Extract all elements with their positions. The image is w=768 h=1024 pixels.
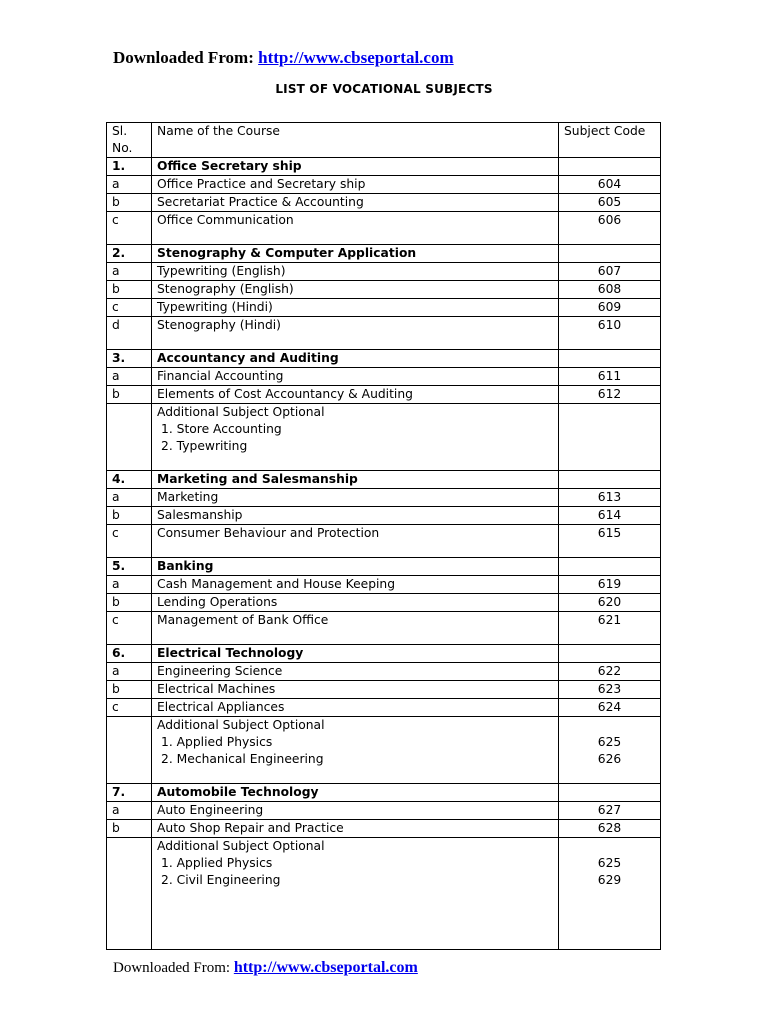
subject-name [152, 317, 559, 350]
subject-code-text: 612 [597, 387, 622, 401]
subject-sl-text: b [112, 682, 120, 696]
subject-sl [107, 212, 152, 245]
subject-sl-text: a [112, 369, 120, 383]
download-source-header [113, 48, 454, 68]
subject-name [152, 820, 559, 838]
section-number: 5. [107, 558, 152, 576]
optional-subject-code: 626 [597, 752, 622, 766]
subject-name-text: Elements of Cost Accountancy & Auditing [157, 387, 413, 401]
subject-sl [107, 317, 152, 350]
subject-row [107, 317, 661, 350]
subject-name [152, 176, 559, 194]
table-header-row [107, 123, 661, 158]
optional-subject-name: 1. Applied Physics [161, 856, 273, 870]
subject-sl-text: d [112, 318, 120, 332]
optional-subject-code [564, 438, 655, 455]
section-name: Banking [152, 558, 559, 576]
subject-name [152, 194, 559, 212]
subject-code [559, 802, 661, 820]
section-name: Marketing and Salesmanship [152, 471, 559, 489]
section-code-cell [559, 350, 661, 368]
section-name: Electrical Technology [152, 645, 559, 663]
subject-name [152, 699, 559, 717]
subject-code-text: 623 [597, 682, 622, 696]
subject-sl-text: a [112, 577, 120, 591]
section-name: Automobile Technology [152, 784, 559, 802]
subject-code-text: 606 [597, 213, 622, 227]
subject-name-text: Management of Bank Office [157, 613, 329, 627]
subject-name [152, 612, 559, 645]
subject-sl [107, 176, 152, 194]
subject-sl-text: a [112, 490, 120, 504]
section-name: Office Secretary ship [152, 158, 559, 176]
subject-row [107, 489, 661, 507]
optional-names [152, 717, 559, 784]
subject-code [559, 386, 661, 404]
subject-code [559, 594, 661, 612]
section-code-cell [559, 245, 661, 263]
subject-row [107, 368, 661, 386]
subject-code [559, 507, 661, 525]
optional-sl [107, 717, 152, 784]
section-code-cell [559, 784, 661, 802]
subject-code [559, 820, 661, 838]
subject-sl [107, 507, 152, 525]
subject-code-text: 628 [597, 821, 622, 835]
subject-name-text: Salesmanship [157, 508, 243, 522]
subject-sl [107, 802, 152, 820]
subject-sl-text: a [112, 803, 120, 817]
subject-sl-text: c [112, 700, 119, 714]
subject-name-text: Financial Accounting [157, 369, 284, 383]
subject-code [559, 281, 661, 299]
subject-row [107, 194, 661, 212]
optional-subjects-row [107, 717, 661, 784]
section-code-cell [559, 558, 661, 576]
subject-code-text: 605 [597, 195, 622, 209]
subject-sl-text: c [112, 526, 119, 540]
subject-name [152, 594, 559, 612]
subject-name [152, 663, 559, 681]
optional-subject-code [564, 421, 655, 438]
table-body [107, 123, 661, 950]
section-name: Accountancy and Auditing [152, 350, 559, 368]
subject-name-text: Auto Shop Repair and Practice [157, 821, 344, 835]
subject-sl-text: b [112, 821, 120, 835]
page-title: LIST OF VOCATIONAL SUBJECTS [275, 82, 493, 96]
subject-sl [107, 820, 152, 838]
optional-heading: Additional Subject Optional [157, 718, 325, 732]
subject-row [107, 212, 661, 245]
section-code-cell [559, 645, 661, 663]
subject-code [559, 263, 661, 281]
subject-code [559, 663, 661, 681]
subject-sl-text: c [112, 613, 119, 627]
subject-code-text: 607 [597, 264, 622, 278]
subject-name [152, 368, 559, 386]
subject-name [152, 263, 559, 281]
section-code-cell [559, 471, 661, 489]
subject-row [107, 699, 661, 717]
subject-sl [107, 194, 152, 212]
subject-sl-text: a [112, 664, 120, 678]
vocational-subjects-table [106, 122, 661, 950]
subject-sl [107, 386, 152, 404]
subject-name-text: Marketing [157, 490, 219, 504]
section-number: 3. [107, 350, 152, 368]
subject-name-text: Office Communication [157, 213, 294, 227]
subject-sl [107, 612, 152, 645]
subject-name [152, 802, 559, 820]
subject-sl [107, 663, 152, 681]
subject-name-text: Office Practice and Secretary ship [157, 177, 366, 191]
subject-sl [107, 594, 152, 612]
subject-name-text: Electrical Machines [157, 682, 276, 696]
subject-sl [107, 576, 152, 594]
subject-name-text: Typewriting (English) [157, 264, 286, 278]
section-number: 1. [107, 158, 152, 176]
section-row [107, 471, 661, 489]
optional-subject-code: 625 [597, 735, 622, 749]
subject-name-text: Lending Operations [157, 595, 278, 609]
subject-code [559, 212, 661, 245]
subject-sl [107, 281, 152, 299]
optional-codes [559, 717, 661, 784]
optional-subject-name: 1. Applied Physics [161, 735, 273, 749]
subject-code-text: 620 [597, 595, 622, 609]
subject-name-text: Stenography (English) [157, 282, 294, 296]
subject-code-text: 624 [597, 700, 622, 714]
optional-heading: Additional Subject Optional [157, 405, 325, 419]
subject-sl [107, 299, 152, 317]
subject-row [107, 681, 661, 699]
subject-sl [107, 699, 152, 717]
subject-sl [107, 368, 152, 386]
subject-name [152, 299, 559, 317]
subject-sl-text: b [112, 282, 120, 296]
section-code-cell [559, 158, 661, 176]
subject-code-text: 621 [597, 613, 622, 627]
subject-code [559, 299, 661, 317]
subject-name-text: Typewriting (Hindi) [157, 300, 273, 314]
subject-name [152, 489, 559, 507]
subject-name [152, 281, 559, 299]
subject-name [152, 212, 559, 245]
subject-sl-text: b [112, 195, 120, 209]
subject-code [559, 525, 661, 558]
optional-sl [107, 404, 152, 471]
subject-row [107, 594, 661, 612]
subject-row [107, 576, 661, 594]
subject-row [107, 663, 661, 681]
optional-sl [107, 838, 152, 950]
subject-row [107, 299, 661, 317]
subject-code-text: 611 [597, 369, 622, 383]
subject-sl-text: c [112, 300, 119, 314]
subject-name-text: Cash Management and House Keeping [157, 577, 396, 591]
subject-code-text: 608 [597, 282, 622, 296]
subject-row [107, 802, 661, 820]
optional-names [152, 404, 559, 471]
subject-code-text: 609 [597, 300, 622, 314]
subject-code-text: 610 [597, 318, 622, 332]
optional-subject-name: 2. Civil Engineering [161, 873, 281, 887]
subject-name [152, 681, 559, 699]
subject-name [152, 576, 559, 594]
subject-code-text: 627 [597, 803, 622, 817]
subject-row [107, 281, 661, 299]
subject-code [559, 681, 661, 699]
header-prefix: Downloaded From: [113, 48, 254, 67]
subject-sl [107, 489, 152, 507]
subject-sl-text: c [112, 213, 119, 227]
section-number: 7. [107, 784, 152, 802]
section-number: 4. [107, 471, 152, 489]
section-name: Stenography & Computer Application [152, 245, 559, 263]
subject-code-text: 622 [597, 664, 622, 678]
section-row [107, 784, 661, 802]
subject-row [107, 525, 661, 558]
subject-code-text: 619 [597, 577, 622, 591]
subject-code-text: 614 [597, 508, 622, 522]
subject-code [559, 699, 661, 717]
optional-codes [559, 838, 661, 950]
subject-row [107, 386, 661, 404]
optional-heading: Additional Subject Optional [157, 839, 325, 853]
subject-sl [107, 681, 152, 699]
subject-sl [107, 263, 152, 281]
optional-subject-name: 1. Store Accounting [161, 422, 282, 436]
subject-code [559, 576, 661, 594]
optional-names [152, 838, 559, 950]
footer-link[interactable]: http://www.cbseportal.com [233, 959, 418, 976]
subject-sl-text: b [112, 387, 120, 401]
subject-name-text: Electrical Appliances [157, 700, 285, 714]
subject-row [107, 176, 661, 194]
optional-subjects-row [107, 838, 661, 950]
subject-name [152, 525, 559, 558]
subject-code [559, 612, 661, 645]
optional-codes [559, 404, 661, 471]
section-row [107, 558, 661, 576]
subject-code [559, 317, 661, 350]
subject-name-text: Consumer Behaviour and Protection [157, 526, 380, 540]
subject-sl-text: a [112, 264, 120, 278]
optional-subject-name: 2. Typewriting [161, 439, 248, 453]
subject-name-text: Stenography (Hindi) [157, 318, 281, 332]
subject-name [152, 507, 559, 525]
subject-row [107, 507, 661, 525]
section-row [107, 645, 661, 663]
footer-prefix: Downloaded From: [113, 960, 231, 976]
subject-code [559, 194, 661, 212]
section-number: 2. [107, 245, 152, 263]
col-header-course: Name of the Course [152, 123, 559, 158]
col-header-sl-no: Sl. No. [107, 123, 152, 158]
subject-code [559, 489, 661, 507]
optional-subjects-row [107, 404, 661, 471]
optional-subject-name: 2. Mechanical Engineering [161, 752, 324, 766]
subject-code-text: 613 [597, 490, 622, 504]
subject-row [107, 612, 661, 645]
subject-code [559, 176, 661, 194]
subject-code [559, 368, 661, 386]
subject-row [107, 820, 661, 838]
subject-name-text: Secretariat Practice & Accounting [157, 195, 364, 209]
section-row [107, 158, 661, 176]
section-number: 6. [107, 645, 152, 663]
subject-row [107, 263, 661, 281]
subject-code-text: 615 [597, 526, 622, 540]
optional-subject-code: 625 [597, 856, 622, 870]
header-link[interactable]: http://www.cbseportal.com [258, 48, 454, 67]
subject-sl-text: a [112, 177, 120, 191]
subject-name-text: Engineering Science [157, 664, 283, 678]
col-header-code: Subject Code [559, 123, 661, 158]
subject-name [152, 386, 559, 404]
subject-name-text: Auto Engineering [157, 803, 264, 817]
subject-sl-text: b [112, 508, 120, 522]
optional-subject-code: 629 [597, 873, 622, 887]
section-row [107, 245, 661, 263]
section-row [107, 350, 661, 368]
subject-code-text: 604 [597, 177, 622, 191]
download-source-footer [113, 959, 418, 977]
subject-sl-text: b [112, 595, 120, 609]
subject-sl [107, 525, 152, 558]
